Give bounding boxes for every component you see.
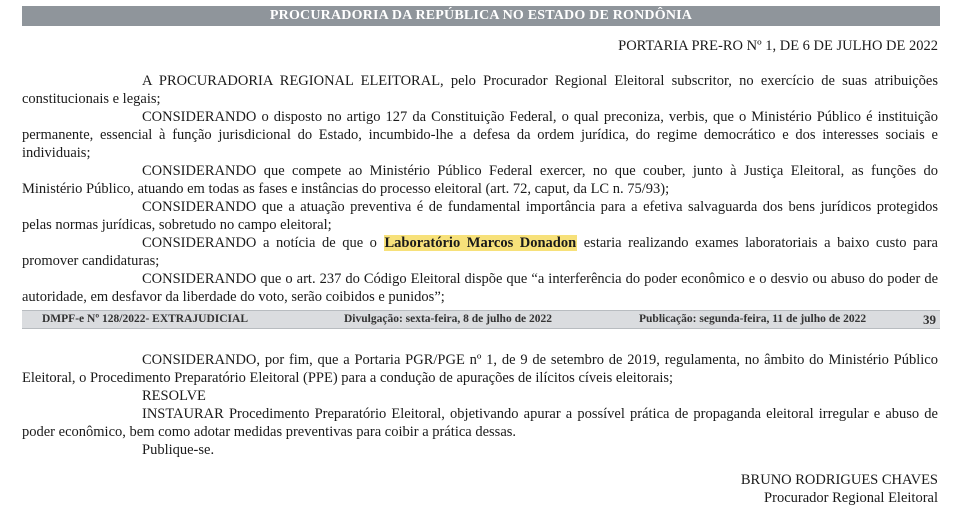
paragraph-considerando-6: CONSIDERANDO, por fim, que a Portaria PGR/PGE nº 1, de 9 de setembro de 2019, regulamenta, no âmbito do Ministério Público Eleitoral, o Procedimento Preparatório Eleitoral (PPE) para a condução de apurações de ilícitos cíveis eleitorais; <box>22 352 938 386</box>
paragraph-text: estaria realizando exames laboratoriais a baixo custo para promover candidaturas; <box>22 235 938 269</box>
edition-label: DMPF-e Nº 128/2022- EXTRAJUDICIAL <box>42 313 248 325</box>
signer-role: Procurador Regional Eleitoral <box>764 490 938 506</box>
publique-label: Publique-se. <box>142 442 215 458</box>
body-top <box>22 72 938 306</box>
paragraph-intro: A PROCURADORIA REGIONAL ELEITORAL, pelo Procurador Regional Eleitoral subscritor, no exercício de suas atribuições constitucionais e legais; <box>22 73 938 107</box>
paragraph-considerando-5: CONSIDERANDO que o art. 237 do Código Eleitoral dispõe que “a interferência do poder econômico e o desvio ou abuso do poder de autoridade, em desfavor da liberdade do voto, serão coibidos e punidos”; <box>22 271 938 305</box>
paragraph-considerando-3: CONSIDERANDO que a atuação preventiva é de fundamental importância para a efetiva salvaguarda dos bens jurídicos protegidos pelas normas jurídicas, sobretudo no campo eleitoral; <box>22 199 938 233</box>
resolve-label: RESOLVE <box>142 388 206 404</box>
document-header <box>22 6 940 26</box>
paragraph-considerando-1: CONSIDERANDO o disposto no artigo 127 da Constituição Federal, o qual preconiza, verbis, que o Ministério Público é instituição permanente, essencial à função jurisdicional do Estado, incumbido-lhe a defesa da ordem jurídica, do regime democrático e dos interesses sociais e individuais; <box>22 109 938 161</box>
signature-block <box>741 471 938 507</box>
header-title: PROCURADORIA DA REPÚBLICA NO ESTADO DE RONDÔNIA <box>269 8 693 23</box>
paragraph-considerando-2: CONSIDERANDO que compete ao Ministério Público Federal exercer, no que couber, junto à Justiça Eleitoral, as funções do Ministério Público, atuando em todas as fases e instâncias do processo eleitoral (art. 72, caput, da LC n. 75/93); <box>22 163 938 197</box>
body-bottom <box>22 351 938 459</box>
paragraph-instaurar: INSTAURAR Procedimento Preparatório Eleitoral, objetivando apurar a possível prática de propaganda eleitoral irregular e abuso de poder econômico, bem como adotar medidas preventivas para coibir a prática dessas. <box>22 406 938 440</box>
signer-name: BRUNO RODRIGUES CHAVES <box>740 472 938 488</box>
divulgacao-date: Divulgação: sexta-feira, 8 de julho de 2022 <box>344 313 552 325</box>
paragraph-text: CONSIDERANDO a notícia de que o <box>142 235 384 251</box>
portaria-title: PORTARIA PRE-RO Nº 1, DE 6 DE JULHO DE 2022 <box>618 38 938 54</box>
publication-bar <box>22 310 940 329</box>
publicacao-date: Publicação: segunda-feira, 11 de julho de 2022 <box>639 313 867 325</box>
page-number: 39 <box>923 312 936 327</box>
paragraph-considerando-4 <box>22 234 938 270</box>
highlighted-name: Laboratório Marcos Donadon <box>384 235 577 251</box>
